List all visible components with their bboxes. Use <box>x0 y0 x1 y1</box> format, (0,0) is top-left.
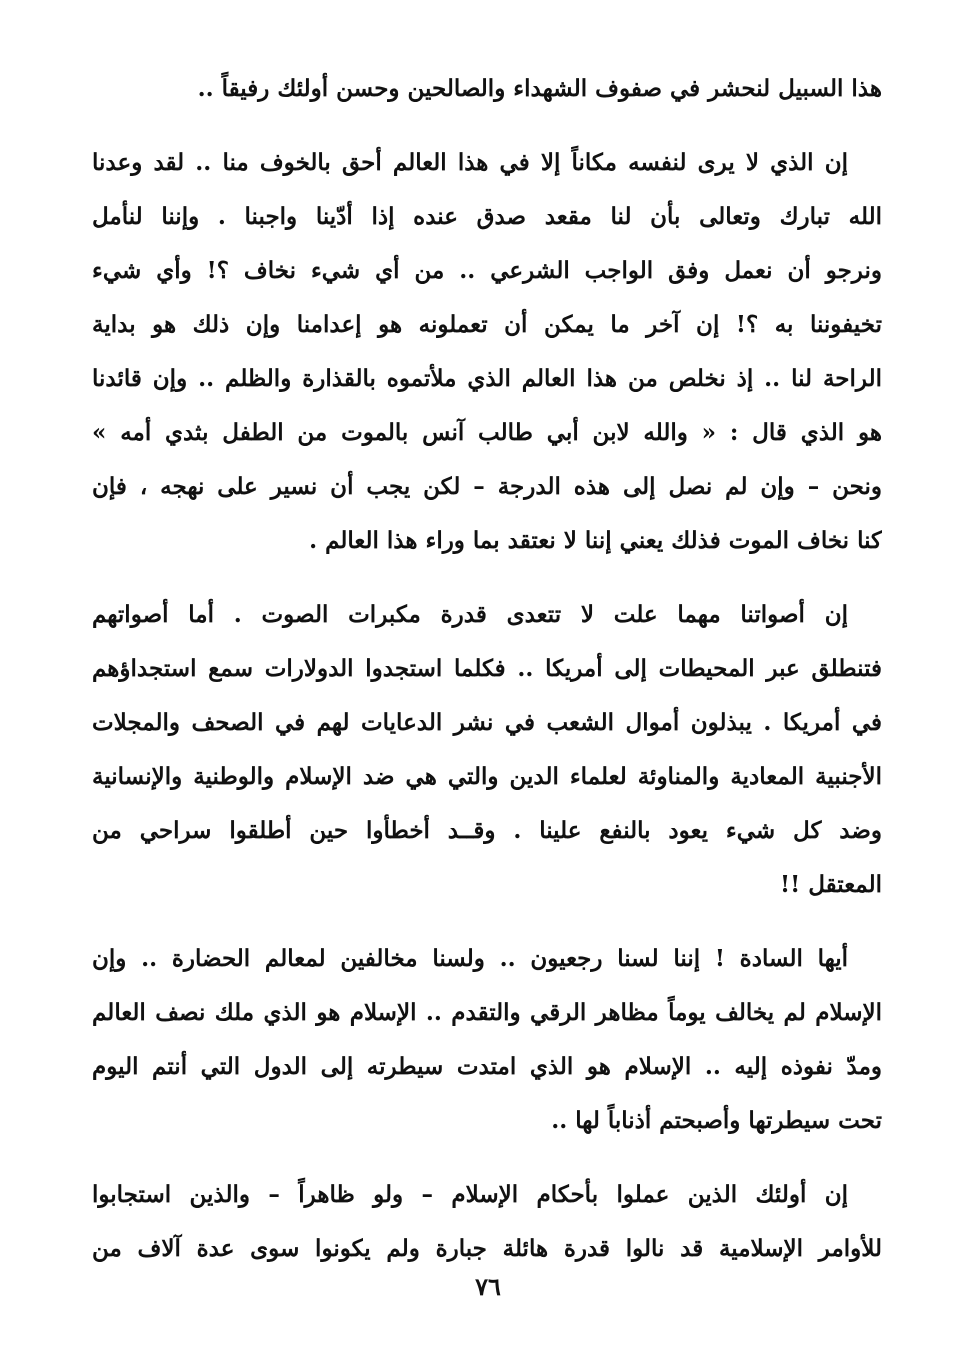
paragraph-3 <box>92 588 882 912</box>
text-line: إن الذي لا يرى لنفسه مكاناً إلا في هذا العالم أحق بالخوف منا .. لقد وعدنا <box>92 149 848 176</box>
text-line: تخيفوننا به ؟! إن آخر ما يمكن أن تعملونه هو إعدامنا وإن ذلك هو بداية <box>92 311 882 338</box>
paragraph-1 <box>92 62 882 116</box>
text-line: إن أولئك الذين عملوا بأحكام الإسلام – ولو ظاهراً – والذين استجابوا <box>92 1181 848 1208</box>
text-line: الراحة لنا .. إذ نخلص من هذا العالم الذي ملأتموه بالقذارة والظلم .. وإن قائدنا <box>92 365 882 392</box>
text-line: أيها السادة ! إننا لسنا رجعيون .. ولسنا مخالفين لمعالم الحضارة .. وإن <box>92 945 848 972</box>
text-line: إن أصواتنا مهما علت لا تتعدى قدرة مكبرات الصوت . أما أصواتهم <box>92 601 848 628</box>
text-line: المعتقل !! <box>780 871 882 898</box>
text-line: هو الذي قال : « والله لابن أبي طالب آنس بالموت من الطفل بثدي أمه » <box>92 419 882 446</box>
text-line: الله تبارك وتعالى بأن لنا مقعد صدق عنده إذا أدّينا واجبنا . وإننا لنأمل <box>92 203 882 230</box>
text-line: الأجنبية المعادية والمناوئة لعلماء الدين والتي هي ضد الإسلام والوطنية والإنسانية <box>92 763 882 790</box>
text-line: ونرجو أن نعمل وفق الواجب الشرعي .. من أي شيء نخاف ؟! وأي شيء <box>92 257 882 284</box>
paragraph-4 <box>92 932 882 1148</box>
text-line: للأوامر الإسلامية قد نالوا قدرة هائلة جبارة ولم يكونوا سوى عدة آلاف من <box>92 1235 882 1262</box>
text-line: فتنطلق عبر المحيطات إلى أمريكا .. فكلما استجدوا الدولارات سمع استجداؤهم <box>92 655 882 682</box>
text-line: هذا السبيل لنحشر في صفوف الشهداء والصالحين وحسن أولئك رفيقاً .. <box>197 75 882 102</box>
text-line: ونحن – وإن لم نصل إلى هذه الدرجة – لكن يجب أن نسير على نهجه ، فإن <box>92 473 882 500</box>
paragraph-2 <box>92 136 882 568</box>
body-text <box>92 62 882 1296</box>
text-line: في أمريكا . يبذلون أموال الشعب في نشر الدعايات لهم في الصحف والمجلات <box>92 709 882 736</box>
text-line: ومدّ نفوذه إليه .. الإسلام هو الذي امتدت سيطرته إلى الدول التي أنتم اليوم <box>92 1053 882 1080</box>
paragraph-5 <box>92 1168 882 1276</box>
text-line: كنا نخاف الموت فذلك يعني إننا لا نعتقد بما وراء هذا العالم . <box>309 527 882 554</box>
page-number: ٧٦ <box>475 1272 501 1301</box>
text-line: وضد كل شيء يعود بالنفع علينا . وقــد أخطأوا حين أطلقوا سراحي من <box>92 817 882 844</box>
text-line: تحت سيطرتها وأصبحتم أذناباً لها .. <box>551 1107 882 1134</box>
text-line: الإسلام لم يخالف يوماً مظاهر الرقي والتقدم .. الإسلام هو الذي ملك نصف العالم <box>92 999 882 1026</box>
